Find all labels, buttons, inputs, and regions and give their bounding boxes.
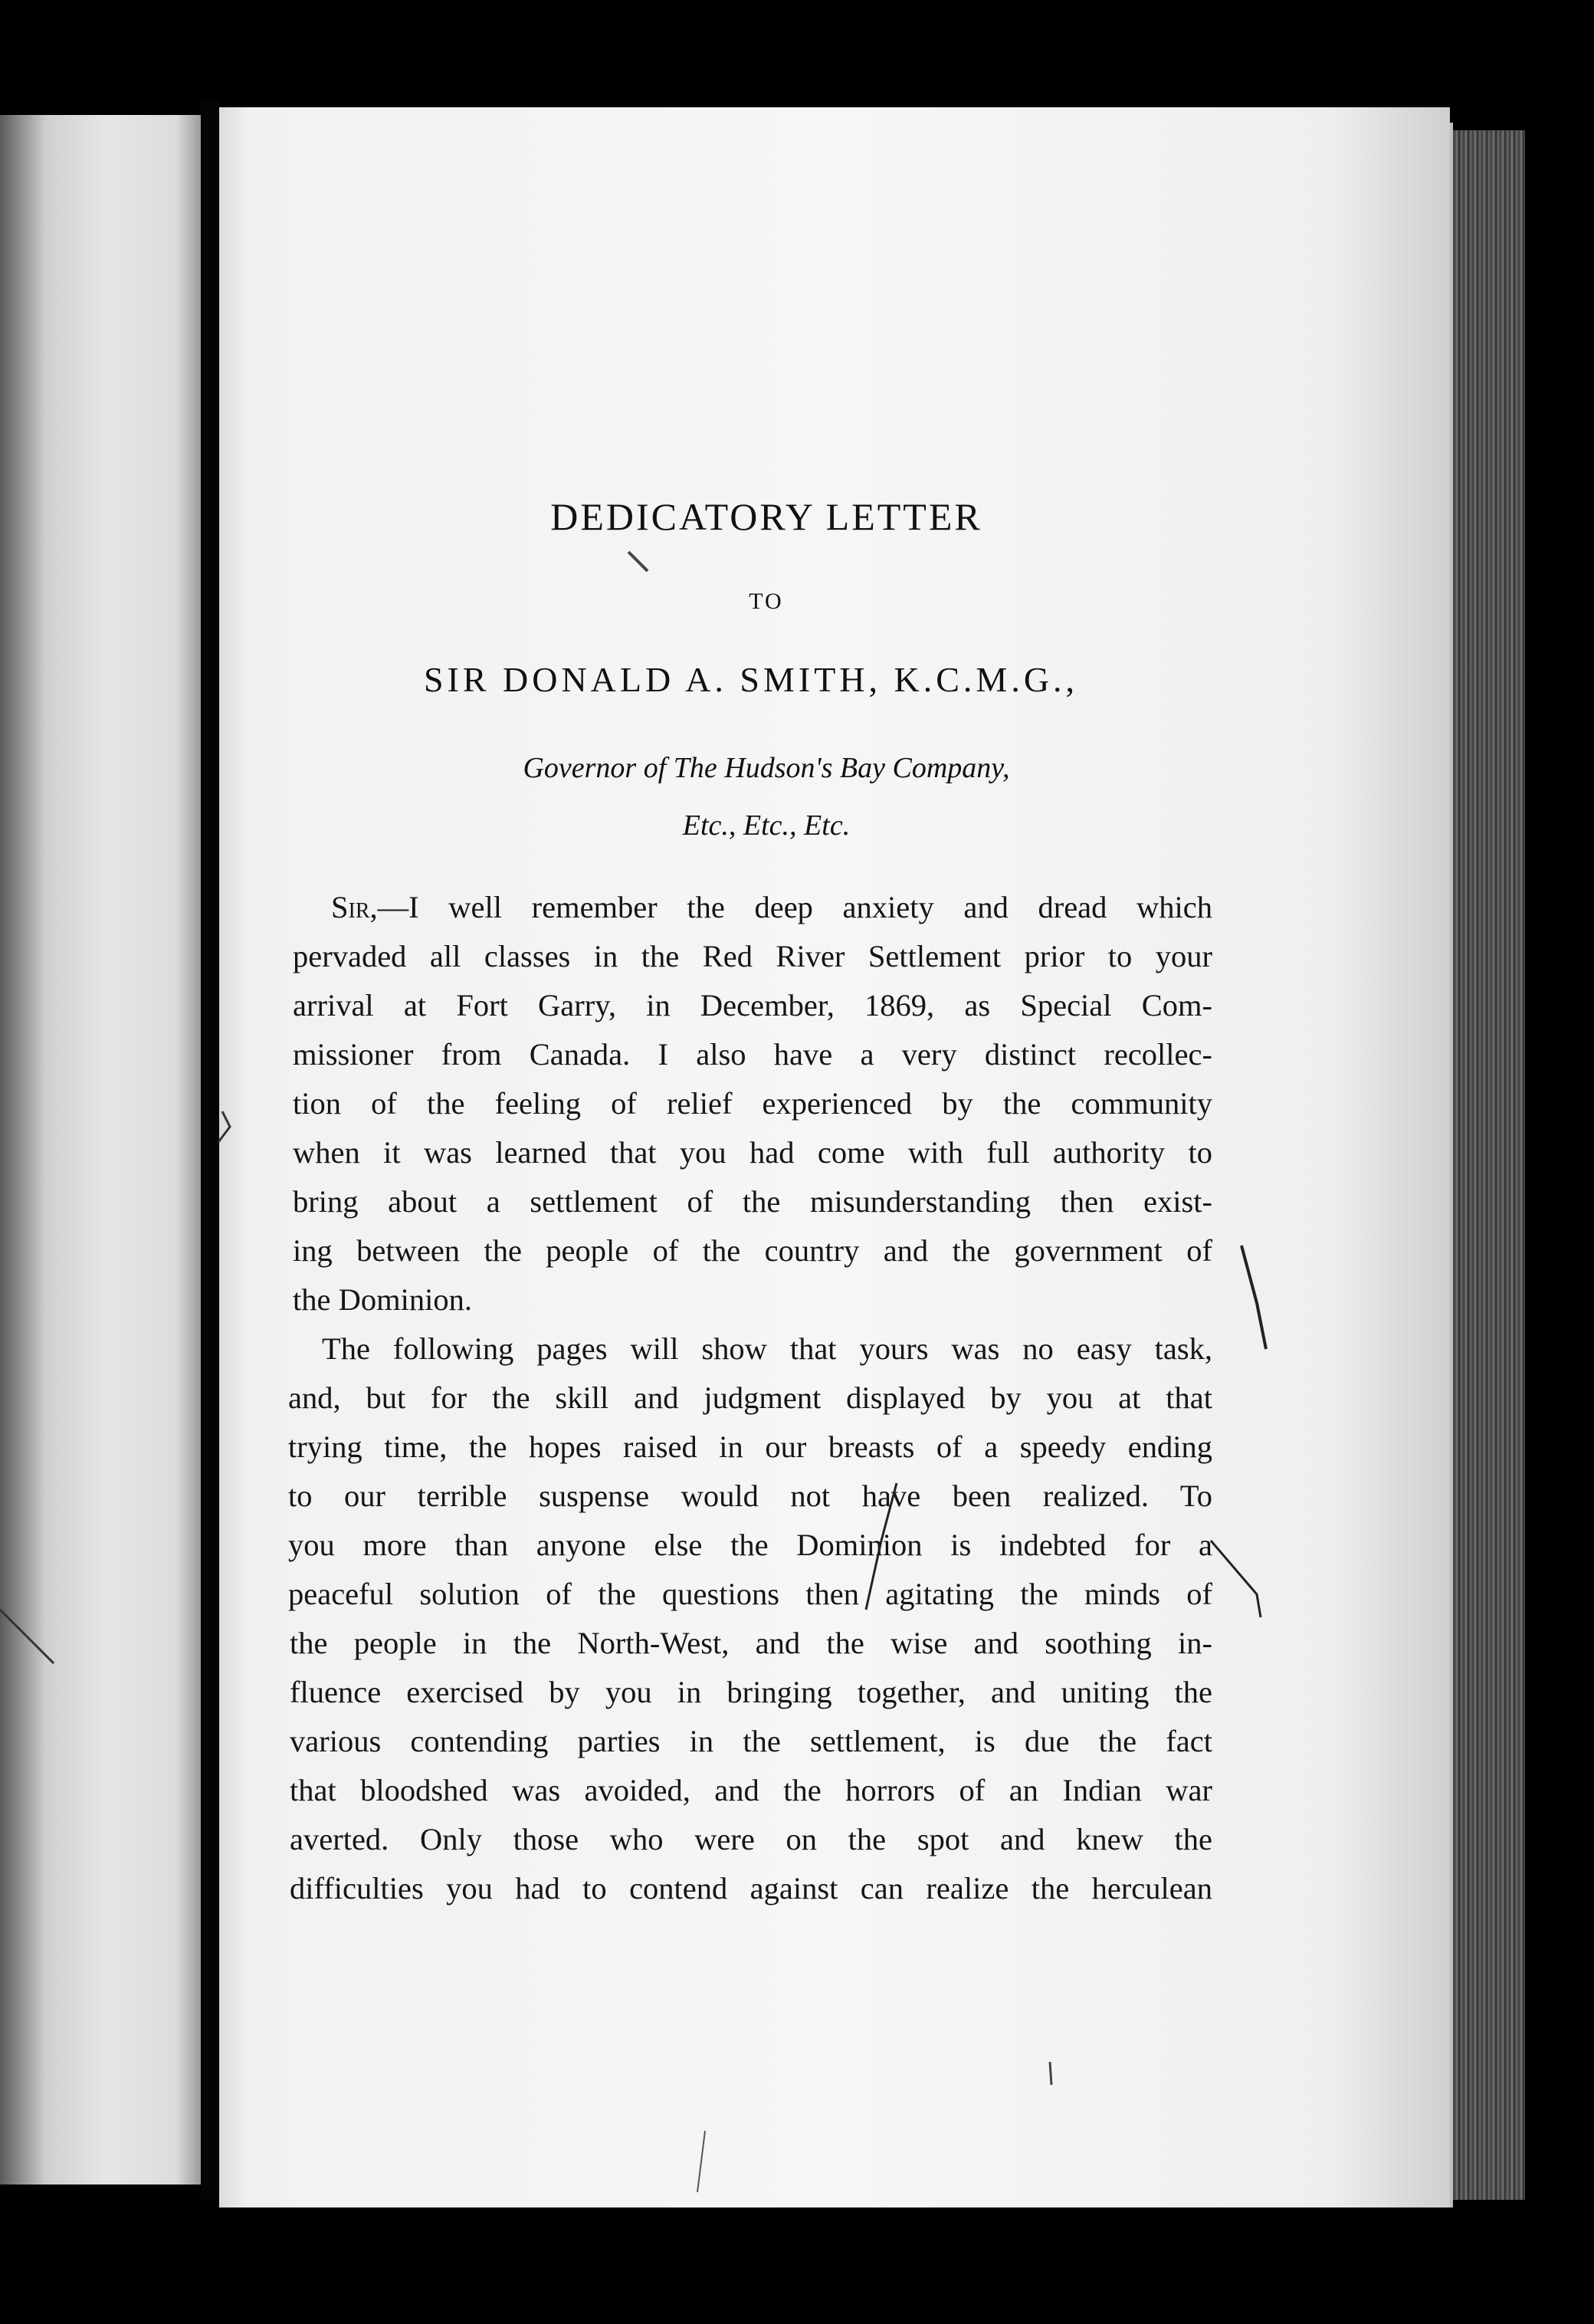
body-line-2: pervaded all classes in the Red River Settlement prior to your (293, 939, 1212, 973)
letter-to: TO (749, 589, 784, 614)
body-line-16: the people in the North-West, and the wise and soothing in- (290, 1626, 1212, 1660)
body-line-3: arrival at Fort Garry, in December, 1869, as Special Com- (293, 988, 1212, 1022)
body-line-19: that bloodshed was avoided, and the horrors of an Indian war (290, 1773, 1212, 1807)
body-line-10: The following pages will show that yours was no easy task, (322, 1331, 1212, 1366)
body-line-14: you more than anyone else the Dominion is indebted for a (288, 1528, 1212, 1562)
body-line-4: missioner from Canada. I also have a very distinct recollec- (293, 1037, 1212, 1072)
recipient-etc: Etc., Etc., Etc. (682, 809, 851, 842)
body-line-1 (331, 889, 1212, 926)
body-line-5: tion of the feeling of relief experienced by the community (293, 1086, 1212, 1121)
body-line-12: trying time, the hopes raised in our breasts of a speedy ending (288, 1430, 1212, 1464)
body-line-9: the Dominion. (293, 1282, 472, 1317)
previous-page (0, 115, 201, 2184)
letter-title: DEDICATORY LETTER (550, 495, 982, 538)
letter-recipient: SIR DONALD A. SMITH, K.C.M.G., (423, 660, 1079, 699)
page-edges (1441, 130, 1525, 2200)
body-line-20: averted. Only those who were on the spot and knew the (290, 1822, 1212, 1856)
body-line-11: and, but for the skill and judgment displayed by you at that (288, 1380, 1212, 1415)
body-line-6: when it was learned that you had come with full authority to (293, 1135, 1212, 1170)
body-line-18: various contending parties in the settlement, is due the fact (290, 1724, 1212, 1758)
body-line-15: peaceful solution of the questions then agitating the minds of (288, 1577, 1212, 1611)
salutation: Sir, (331, 890, 378, 924)
body-line-7: bring about a settlement of the misunderstanding then exist- (293, 1184, 1212, 1219)
body-line-1-text: —I well remember the deep anxiety and dread which (377, 890, 1212, 924)
body-line-17: fluence exercised by you in bringing together, and uniting the (290, 1675, 1212, 1709)
body-line-13: to our terrible suspense would not have been realized. To (288, 1479, 1212, 1513)
body-line-21: difficulties you had to contend against can realize the herculean (290, 1871, 1212, 1905)
body-line-8: ing between the people of the country and the government of (293, 1233, 1212, 1268)
book-gutter (201, 100, 219, 2200)
recipient-title: Governor of The Hudson's Bay Company, (523, 752, 1010, 784)
